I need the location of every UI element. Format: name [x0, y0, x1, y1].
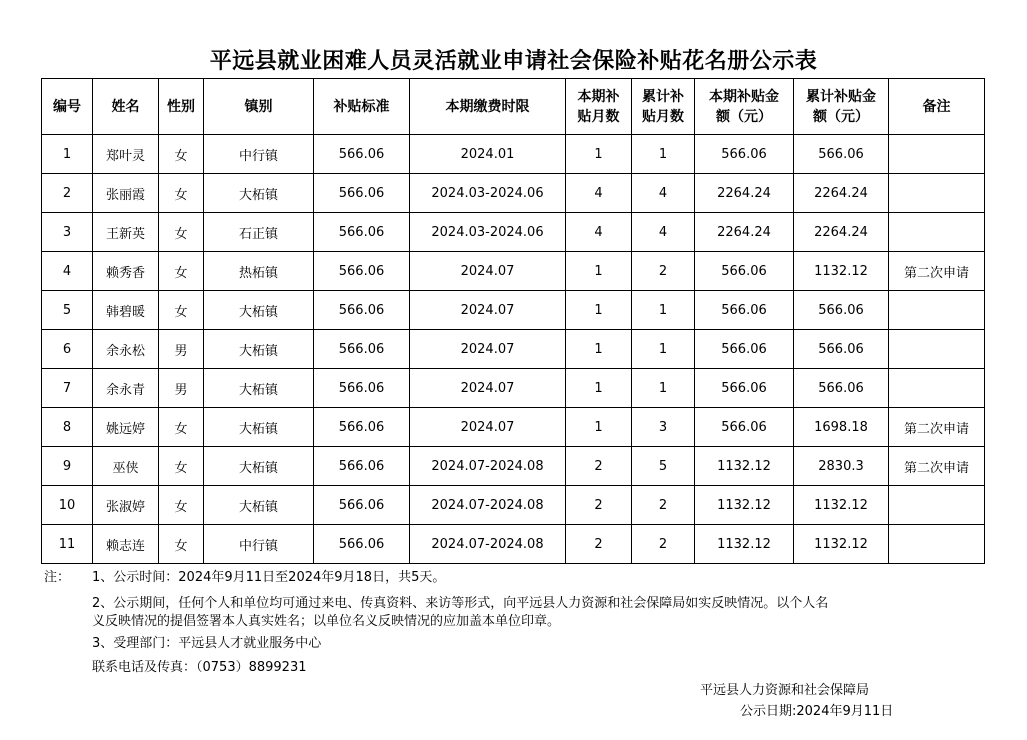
header-amount-current-line2: 额（元） [716, 108, 772, 125]
cell-remark [889, 213, 985, 252]
header-row [42, 79, 985, 135]
cell-town: 大柘镇 [204, 369, 314, 408]
cell-no: 9 [42, 447, 93, 486]
notes-label: 注： [44, 570, 71, 585]
cell-gender: 女 [159, 174, 204, 213]
cell-months-current: 4 [566, 213, 632, 252]
table-row [42, 486, 985, 525]
cell-amount-total: 566.06 [794, 369, 889, 408]
cell-standard: 566.06 [314, 408, 410, 447]
cell-town: 大柘镇 [204, 330, 314, 369]
header-months-current [566, 79, 632, 135]
cell-town: 大柘镇 [204, 174, 314, 213]
table-row [42, 291, 985, 330]
cell-months-total: 5 [632, 447, 695, 486]
cell-name: 赖志连 [93, 525, 159, 564]
cell-gender: 女 [159, 408, 204, 447]
cell-name: 张淑婷 [93, 486, 159, 525]
cell-no: 7 [42, 369, 93, 408]
cell-remark [889, 330, 985, 369]
header-amount-current [695, 79, 794, 135]
cell-standard: 566.06 [314, 369, 410, 408]
cell-town: 大柘镇 [204, 291, 314, 330]
cell-remark [889, 135, 985, 174]
cell-no: 5 [42, 291, 93, 330]
cell-months-current: 2 [566, 525, 632, 564]
cell-town: 石正镇 [204, 213, 314, 252]
cell-months-total: 1 [632, 291, 695, 330]
cell-remark [889, 369, 985, 408]
cell-town: 中行镇 [204, 525, 314, 564]
cell-months-total: 1 [632, 330, 695, 369]
header-remark: 备注 [889, 79, 985, 135]
cell-name: 赖秀香 [93, 252, 159, 291]
cell-standard: 566.06 [314, 486, 410, 525]
cell-months-current: 2 [566, 447, 632, 486]
cell-amount-total: 2264.24 [794, 213, 889, 252]
cell-amount-current: 1132.12 [695, 447, 794, 486]
cell-remark: 第二次申请 [889, 447, 985, 486]
cell-no: 8 [42, 408, 93, 447]
cell-months-current: 1 [566, 252, 632, 291]
cell-months-total: 1 [632, 369, 695, 408]
roster-body [42, 135, 985, 564]
cell-amount-total: 2264.24 [794, 174, 889, 213]
cell-period: 2024.07 [410, 408, 566, 447]
cell-name: 余永青 [93, 369, 159, 408]
table-row [42, 135, 985, 174]
header-no: 编号 [42, 79, 93, 135]
cell-period: 2024.07-2024.08 [410, 447, 566, 486]
note-feedback-line1: 2、公示期间，任何个人和单位均可通过来电、传真资料、来访等形式，向平远县人力资源和社会保障局如实反映情况。以个人名 [92, 596, 829, 611]
cell-town: 大柘镇 [204, 408, 314, 447]
cell-period: 2024.07 [410, 369, 566, 408]
cell-months-total: 2 [632, 525, 695, 564]
table-row [42, 330, 985, 369]
cell-no: 4 [42, 252, 93, 291]
cell-remark [889, 525, 985, 564]
header-town: 镇别 [204, 79, 314, 135]
cell-standard: 566.06 [314, 213, 410, 252]
cell-amount-current: 1132.12 [695, 525, 794, 564]
cell-no: 3 [42, 213, 93, 252]
cell-town: 大柘镇 [204, 486, 314, 525]
cell-amount-total: 1698.18 [794, 408, 889, 447]
cell-months-current: 2 [566, 486, 632, 525]
cell-amount-current: 2264.24 [695, 174, 794, 213]
header-period: 本期缴费时限 [410, 79, 566, 135]
cell-months-total: 3 [632, 408, 695, 447]
cell-months-current: 1 [566, 135, 632, 174]
cell-no: 10 [42, 486, 93, 525]
note-contact: 联系电话及传真：（0753）8899231 [92, 660, 307, 675]
cell-months-total: 2 [632, 252, 695, 291]
cell-town: 中行镇 [204, 135, 314, 174]
cell-period: 2024.03-2024.06 [410, 213, 566, 252]
cell-remark [889, 486, 985, 525]
cell-standard: 566.06 [314, 291, 410, 330]
note-feedback-line2: 义反映情况的提倡签署本人真实姓名；以单位名义反映情况的应加盖本单位印章。 [92, 614, 561, 629]
header-amount-total-line1: 累计补贴金 [806, 88, 876, 105]
cell-months-total: 2 [632, 486, 695, 525]
cell-months-total: 4 [632, 174, 695, 213]
cell-amount-total: 566.06 [794, 291, 889, 330]
cell-standard: 566.06 [314, 330, 410, 369]
cell-amount-current: 566.06 [695, 369, 794, 408]
header-gender: 性别 [159, 79, 204, 135]
cell-no: 11 [42, 525, 93, 564]
cell-months-current: 1 [566, 291, 632, 330]
table-row [42, 213, 985, 252]
note-department: 3、受理部门：平远县人才就业服务中心 [92, 636, 322, 651]
cell-amount-total: 1132.12 [794, 252, 889, 291]
cell-amount-total: 566.06 [794, 135, 889, 174]
cell-months-current: 1 [566, 369, 632, 408]
cell-gender: 女 [159, 525, 204, 564]
cell-amount-current: 566.06 [695, 330, 794, 369]
cell-name: 韩碧暖 [93, 291, 159, 330]
signature-org: 平远县人力资源和社会保障局 [700, 683, 870, 698]
cell-name: 张丽霞 [93, 174, 159, 213]
cell-standard: 566.06 [314, 252, 410, 291]
cell-name: 姚远婷 [93, 408, 159, 447]
cell-remark: 第二次申请 [889, 252, 985, 291]
cell-gender: 女 [159, 135, 204, 174]
header-months-total [632, 79, 695, 135]
cell-period: 2024.03-2024.06 [410, 174, 566, 213]
cell-gender: 女 [159, 213, 204, 252]
cell-gender: 男 [159, 330, 204, 369]
cell-amount-total: 1132.12 [794, 486, 889, 525]
cell-months-current: 1 [566, 330, 632, 369]
signature-date: 公示日期:2024年9月11日 [740, 704, 894, 719]
cell-name: 王新英 [93, 213, 159, 252]
table-row [42, 447, 985, 486]
header-months-total-line1: 累计补 [642, 88, 684, 105]
header-name: 姓名 [93, 79, 159, 135]
header-months-total-line2: 贴月数 [642, 108, 684, 125]
cell-standard: 566.06 [314, 447, 410, 486]
cell-amount-current: 566.06 [695, 135, 794, 174]
header-months-current-line2: 贴月数 [577, 108, 620, 125]
cell-remark: 第二次申请 [889, 408, 985, 447]
cell-period: 2024.07-2024.08 [410, 486, 566, 525]
cell-remark [889, 174, 985, 213]
cell-months-total: 4 [632, 213, 695, 252]
cell-period: 2024.07 [410, 330, 566, 369]
cell-period: 2024.07 [410, 252, 566, 291]
cell-name: 余永松 [93, 330, 159, 369]
table-row [42, 525, 985, 564]
table-row [42, 408, 985, 447]
table-row [42, 369, 985, 408]
header-amount-total [794, 79, 889, 135]
cell-town: 热柘镇 [204, 252, 314, 291]
cell-name: 郑叶灵 [93, 135, 159, 174]
note-publicity-time: 1、公示时间：2024年9月11日至2024年9月18日，共5天。 [92, 570, 446, 585]
header-amount-total-line2: 额（元） [813, 108, 869, 125]
cell-standard: 566.06 [314, 135, 410, 174]
cell-amount-total: 566.06 [794, 330, 889, 369]
roster-table [41, 78, 985, 564]
cell-no: 6 [42, 330, 93, 369]
cell-amount-current: 1132.12 [695, 486, 794, 525]
table-row [42, 174, 985, 213]
cell-months-current: 4 [566, 174, 632, 213]
cell-months-current: 1 [566, 408, 632, 447]
cell-period: 2024.07-2024.08 [410, 525, 566, 564]
header-months-current-line1: 本期补 [577, 88, 620, 105]
cell-name: 巫侠 [93, 447, 159, 486]
cell-amount-total: 1132.12 [794, 525, 889, 564]
table-row [42, 252, 985, 291]
cell-amount-current: 566.06 [695, 291, 794, 330]
cell-no: 2 [42, 174, 93, 213]
cell-period: 2024.07 [410, 291, 566, 330]
page-title: 平远县就业困难人员灵活就业申请社会保险补贴花名册公示表 [209, 48, 818, 74]
cell-gender: 女 [159, 486, 204, 525]
cell-standard: 566.06 [314, 174, 410, 213]
cell-period: 2024.01 [410, 135, 566, 174]
cell-amount-current: 566.06 [695, 252, 794, 291]
cell-months-total: 1 [632, 135, 695, 174]
cell-standard: 566.06 [314, 525, 410, 564]
cell-amount-current: 2264.24 [695, 213, 794, 252]
cell-gender: 男 [159, 369, 204, 408]
header-amount-current-line1: 本期补贴金 [709, 88, 779, 105]
cell-town: 大柘镇 [204, 447, 314, 486]
cell-amount-total: 2830.3 [794, 447, 889, 486]
header-standard: 补贴标准 [314, 79, 410, 135]
cell-remark [889, 291, 985, 330]
cell-gender: 女 [159, 291, 204, 330]
cell-no: 1 [42, 135, 93, 174]
cell-gender: 女 [159, 252, 204, 291]
cell-amount-current: 566.06 [695, 408, 794, 447]
cell-gender: 女 [159, 447, 204, 486]
